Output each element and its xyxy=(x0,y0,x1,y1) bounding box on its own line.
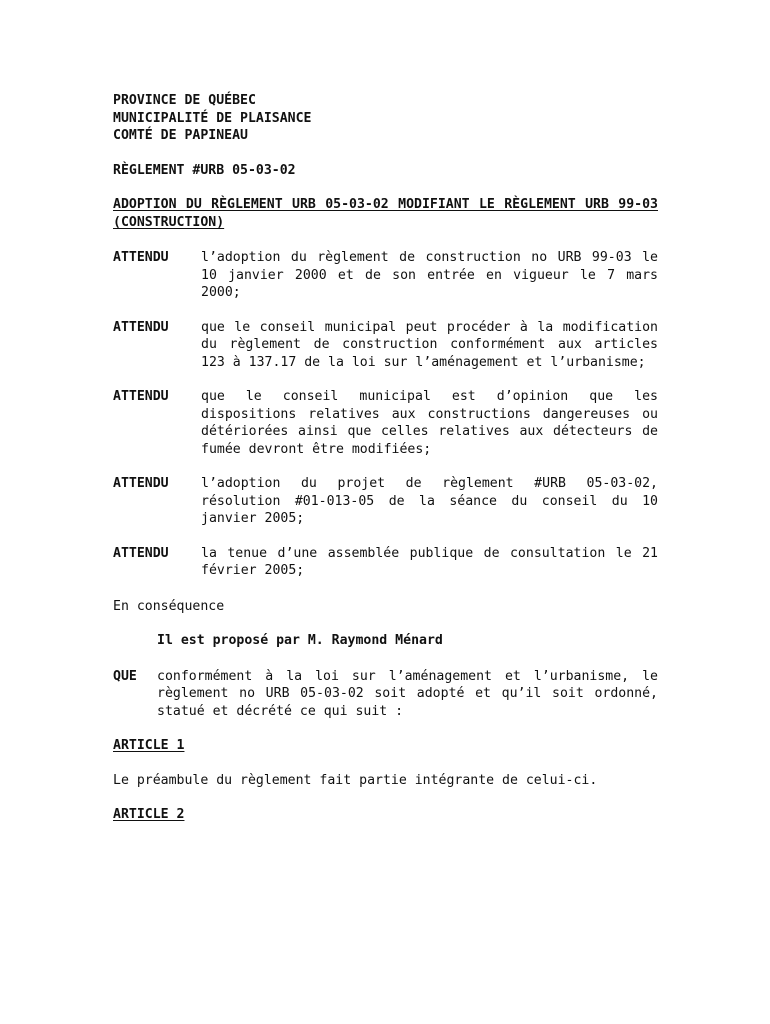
document-title: ADOPTION DU RÈGLEMENT URB 05-03-02 MODIFIANT LE RÈGLEMENT URB 99-03 (CONSTRUCTION) xyxy=(113,197,658,230)
attendu-label: ATTENDU xyxy=(113,476,169,491)
que-label: QUE xyxy=(113,668,137,684)
attendu-text: l’adoption du règlement de construction no URB 99-03 le 10 janvier 2000 et de son entrée en vigueur le 7 mars 2000; xyxy=(201,250,658,300)
attendu-2 xyxy=(113,319,658,372)
article-1-text: Le préambule du règlement fait partie intégrante de celui-ci. xyxy=(113,772,598,788)
consequence-text: En conséquence xyxy=(113,598,225,614)
attendu-label: ATTENDU xyxy=(113,389,169,404)
article-1-heading: ARTICLE 1 xyxy=(113,738,185,753)
attendu-label: ATTENDU xyxy=(113,250,169,265)
reglement-number: RÈGLEMENT #URB 05-03-02 xyxy=(113,162,296,178)
attendu-label: ATTENDU xyxy=(113,545,169,561)
attendu-text: que le conseil municipal peut procéder à la modification du règlement de construction conformément aux articles 123 à 137.17 de la loi sur l’aménagement et l’urbanisme; xyxy=(201,319,658,370)
attendu-3 xyxy=(113,388,658,458)
attendu-text: que le conseil municipal est d’opinion que les dispositions relatives aux constructions dangereuses ou détériorées ainsi que celles relatives aux détecteurs de fumée devront être modifiées; xyxy=(201,389,658,457)
municipality-line: MUNICIPALITÉ DE PLAISANCE xyxy=(113,110,312,126)
que-text: conformément à la loi sur l’aménagement et l’urbanisme, le règlement no URB 05-03-02 soit adopté et qu’il soit ordonné, statué et décrété ce qui suit : xyxy=(157,668,658,719)
document-page xyxy=(113,92,658,824)
article-2-heading: ARTICLE 2 xyxy=(113,807,185,822)
attendu-text: la tenue d’une assemblée publique de consultation le 21 février 2005; xyxy=(201,545,658,578)
attendu-4 xyxy=(113,475,658,528)
attendu-1 xyxy=(113,249,658,302)
que-resolution xyxy=(113,668,658,721)
county-line: COMTÉ DE PAPINEAU xyxy=(113,128,248,143)
attendu-label: ATTENDU xyxy=(113,319,169,335)
attendu-5 xyxy=(113,545,658,580)
province-line: PROVINCE DE QUÉBEC xyxy=(113,93,256,108)
proposer-line: Il est proposé par M. Raymond Ménard xyxy=(157,633,443,648)
attendu-text: l’adoption du projet de règlement #URB 05-03-02, résolution #01-013-05 de la séance du conseil du 10 janvier 2005; xyxy=(201,476,658,526)
